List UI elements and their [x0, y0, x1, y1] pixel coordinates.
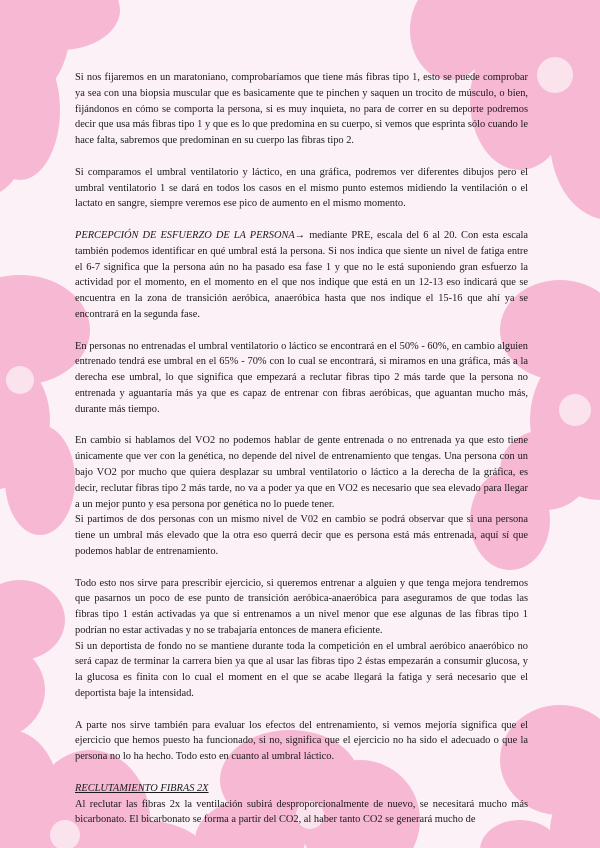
- paragraph-reclutamiento-fibras: Al reclutar las fibras 2x la ventilación subirá desproporcionalmente de nuevo, se necesitará mucho más bicarbonato. El bicarbonato se forma a partir del CO2, al haber tanto CO2 se generará mucho de: [75, 798, 528, 826]
- section-heading-reclutamiento: [75, 781, 528, 797]
- paragraph-umbral-comparacion: Si comparamos el umbral ventilatorio y láctico, en una gráfica, podremos ver diferentes dibujos pero el umbral ventilatorio 1 se dará en todos los casos en el mismo punto estemos midiendo la ventilación o el lactato en sangre, siempre veremos ese pico de aumento en el mismo momento.: [75, 166, 528, 210]
- document-body: [75, 70, 528, 844]
- paragraph-percepcion-esfuerzo: [75, 228, 528, 323]
- reclutamiento-heading-text: RECLUTAMIENTO FIBRAS 2X: [75, 782, 209, 794]
- paragraph-deportista-fondo: Si un deportista de fondo no se mantiene durante toda la competición en el umbral aeróbico anaeróbico no será capaz de terminar la carrera bien ya que al usar las fibras tipo 2 éstas empezarán a consumir glucosa, y la glucosa es finita con lo cual el moment en el que se acabe llegará la fatiga y será necesario que el deportista baje la intensidad.: [75, 640, 528, 700]
- paragraph-personas-entrenadas: En personas no entrenadas el umbral ventilatorio o láctico se encontrará en el 50% - 60%, en cambio alguien entrenado tendrá ese umbral en el 65% - 70% con lo cual se encontrará, si miramos en una gráfica, más a la derecha ese umbral, lo que significa que empezará a reclutar fibras tipo 2 más tarde que la persona no entrenada y aguantaría más ya que es capaz de entrenar con fibras aeróbicas, que aguantan mucho más, durante más tiempo.: [75, 340, 528, 415]
- paragraph-prescribir-ejercicio: Todo esto nos sirve para prescribir ejercicio, si queremos entrenar a alguien y que tenga mejora tendremos que pasarnos un poco de ese punto de transición aeróbica-anaeróbica para aseguramos de que todas las fibras tipo 1 están activadas ya que si entrenamos a un nivel menor que ese algunas de las fibras tipo 1 podrían no estar activadas y no se trabajaría entonces de manera eficiente.: [75, 577, 528, 636]
- paragraph-evaluar-efectos: A parte nos sirve también para evaluar los efectos del entrenamiento, si vemos mejoría significa que el ejercicio que hemos puesto ha funcionado, si no, significa que el ejercicio no ha sido el adecuado o que la persona no lo ha hecho. Todo esto en cuanto al umbral láctico.: [75, 719, 528, 763]
- paragraph-maratoniano: Si nos fijaremos en un maratoniano, comprobaríamos que tiene más fibras tipo 1, esto se puede comprobar ya sea con una biopsia muscular que es basicamente que te pinchen y saquen un trocito de músculo, o bien, fijándonos en cómo se comporta la persona, si es muy inquieta, no para de correr en su deporte podremos decir que usa más fibras tipo 1 y que es lo que predomina en su cuerpo, si vemos que esprinta sólo cuando le hace falta, sabremos que predominan en su cuerpo las fibras tipo 2.: [75, 72, 528, 147]
- paragraph-vo2-entrenamiento: Si partimos de dos personas con un mismo nivel de V02 en cambio se podrá observar que si una persona tiene un umbral más elevado que la otra eso querrá decir que es persona está más entrenada, aquí sí que podemos hablar de entrenamiento.: [75, 514, 528, 557]
- percepcion-body: → mediante PRE, escala del 6 al 20. Con esta escala también podemos identificar en qué umbral está la persona. Si nos indica que siente un nivel de fatiga entre el 6-7 significa que la persona aún no ha pasado esa fase 1 y que no le está suponiendo gran esfuerzo la actividad por el momento, en el momento en el que nos indique que está en un 12-13 eso indicará que se encuentra en la zona de transición aeróbica, anaeróbica hasta que nos indique el 15-16 que ahí ya se encontrará en la segunda fase.: [75, 229, 528, 320]
- paragraph-vo2-genetica: En cambio si hablamos del VO2 no podemos hablar de gente entrenada o no entrenada ya que esto tiene únicamente que ver con la genética, no depende del nivel de entrenamiento que tengas. Una persona con un bajo VO2 por mucho que quiera desplazar su umbral ventilatorio o láctico a la derecha de la gráfica, es decir, reclutar fibras tipo 2 más tarde, no va a poder ya que en VO2 es necesario que sea elevado para llegar a un mejor punto y esa persona por genética no lo puede tener.: [75, 435, 528, 510]
- percepcion-heading: PERCEPCIÓN DE ESFUERZO DE LA PERSONA: [75, 229, 295, 241]
- flower-left-lower: [0, 580, 65, 740]
